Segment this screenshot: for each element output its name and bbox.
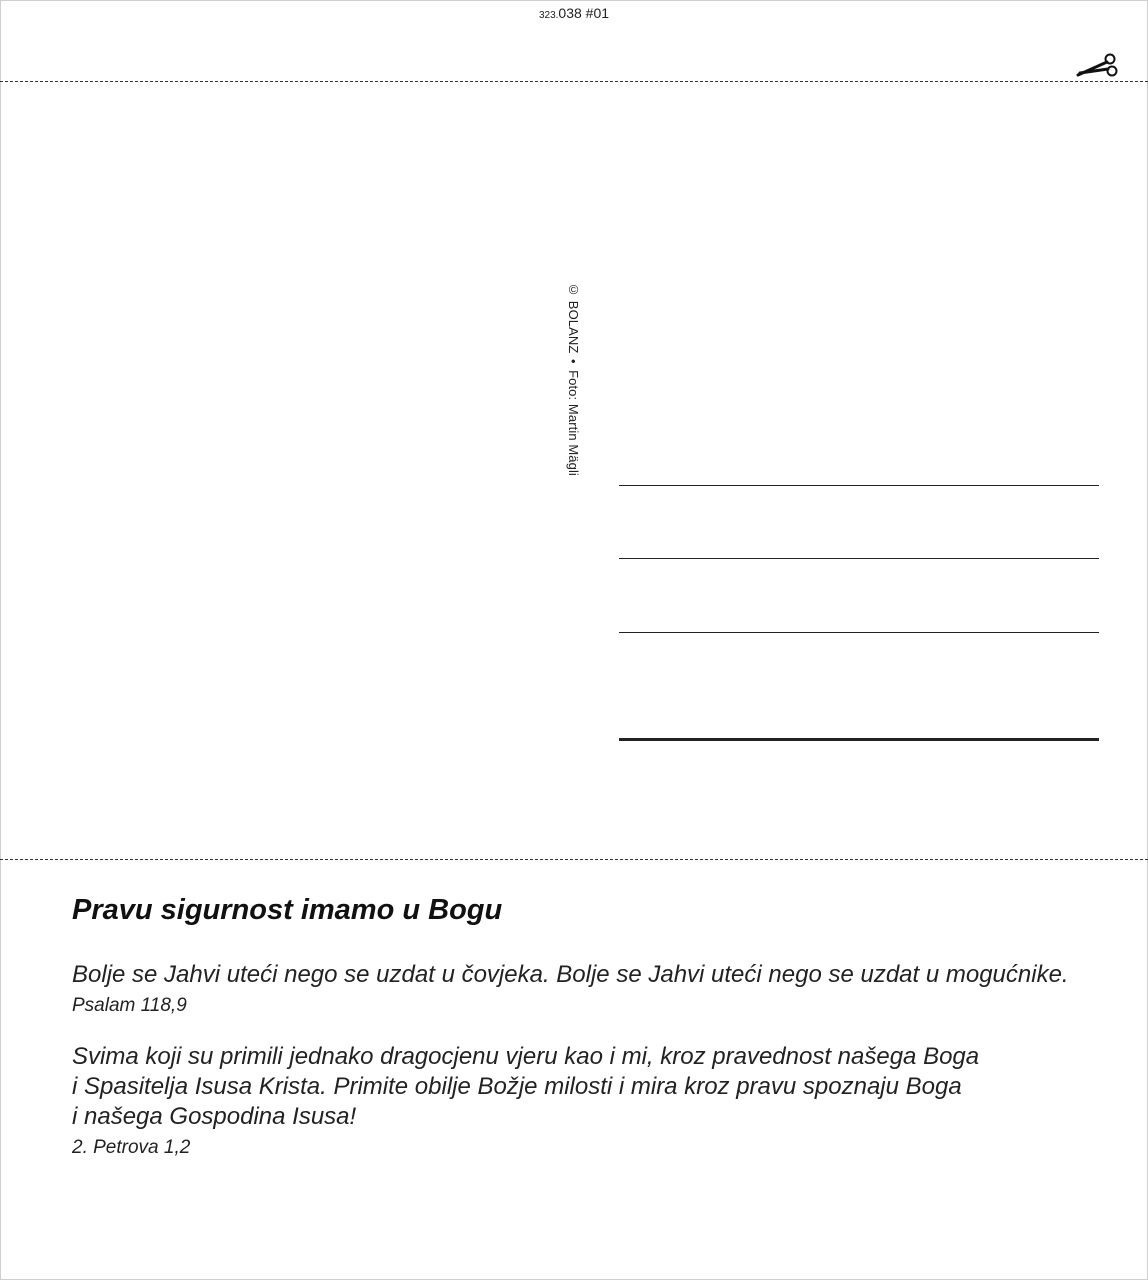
verse-2-line-1: Svima koji su primili jednako dragocjenu vjeru kao i mi, kroz pravednost našega Boga xyxy=(72,1043,980,1070)
product-code xyxy=(0,5,1148,21)
verse-1-reference: Psalam 118,9 xyxy=(72,995,187,1016)
address-line-1 xyxy=(619,485,1099,486)
verse-2-line-3: i našega Gospodina Isusa! xyxy=(72,1103,357,1130)
verse-1-line-1: Bolje se Jahvi uteći nego se uzdat u čovjeka. Bolje se Jahvi uteći nego se uzdat u mogućnike. xyxy=(72,961,1069,988)
bottom-cut-line xyxy=(0,859,1148,860)
scissors-icon xyxy=(1076,52,1120,82)
verse-2-line-2: i Spasitelja Isusa Krista. Primite obilje Božje milosti i mira kroz pravu spoznaju Boga xyxy=(72,1073,962,1100)
photo-credit-text: Foto: Martin Mägli xyxy=(566,370,581,476)
address-line-2 xyxy=(619,558,1099,559)
product-code-main: 038 #01 xyxy=(558,5,610,21)
card-title: Pravu sigurnost imamo u Bogu xyxy=(72,894,503,926)
top-cut-line xyxy=(0,81,1148,82)
credit-separator: • xyxy=(566,359,581,365)
verse-2-reference: 2. Petrova 1,2 xyxy=(72,1137,191,1158)
address-line-4 xyxy=(619,738,1099,741)
copyright-text: © BOLANZ xyxy=(566,282,581,354)
verse-2 xyxy=(72,1042,979,1132)
address-line-3 xyxy=(619,632,1099,633)
photo-credit xyxy=(566,282,581,476)
verse-1 xyxy=(72,960,1069,990)
product-code-prefix: 323. xyxy=(538,10,559,21)
